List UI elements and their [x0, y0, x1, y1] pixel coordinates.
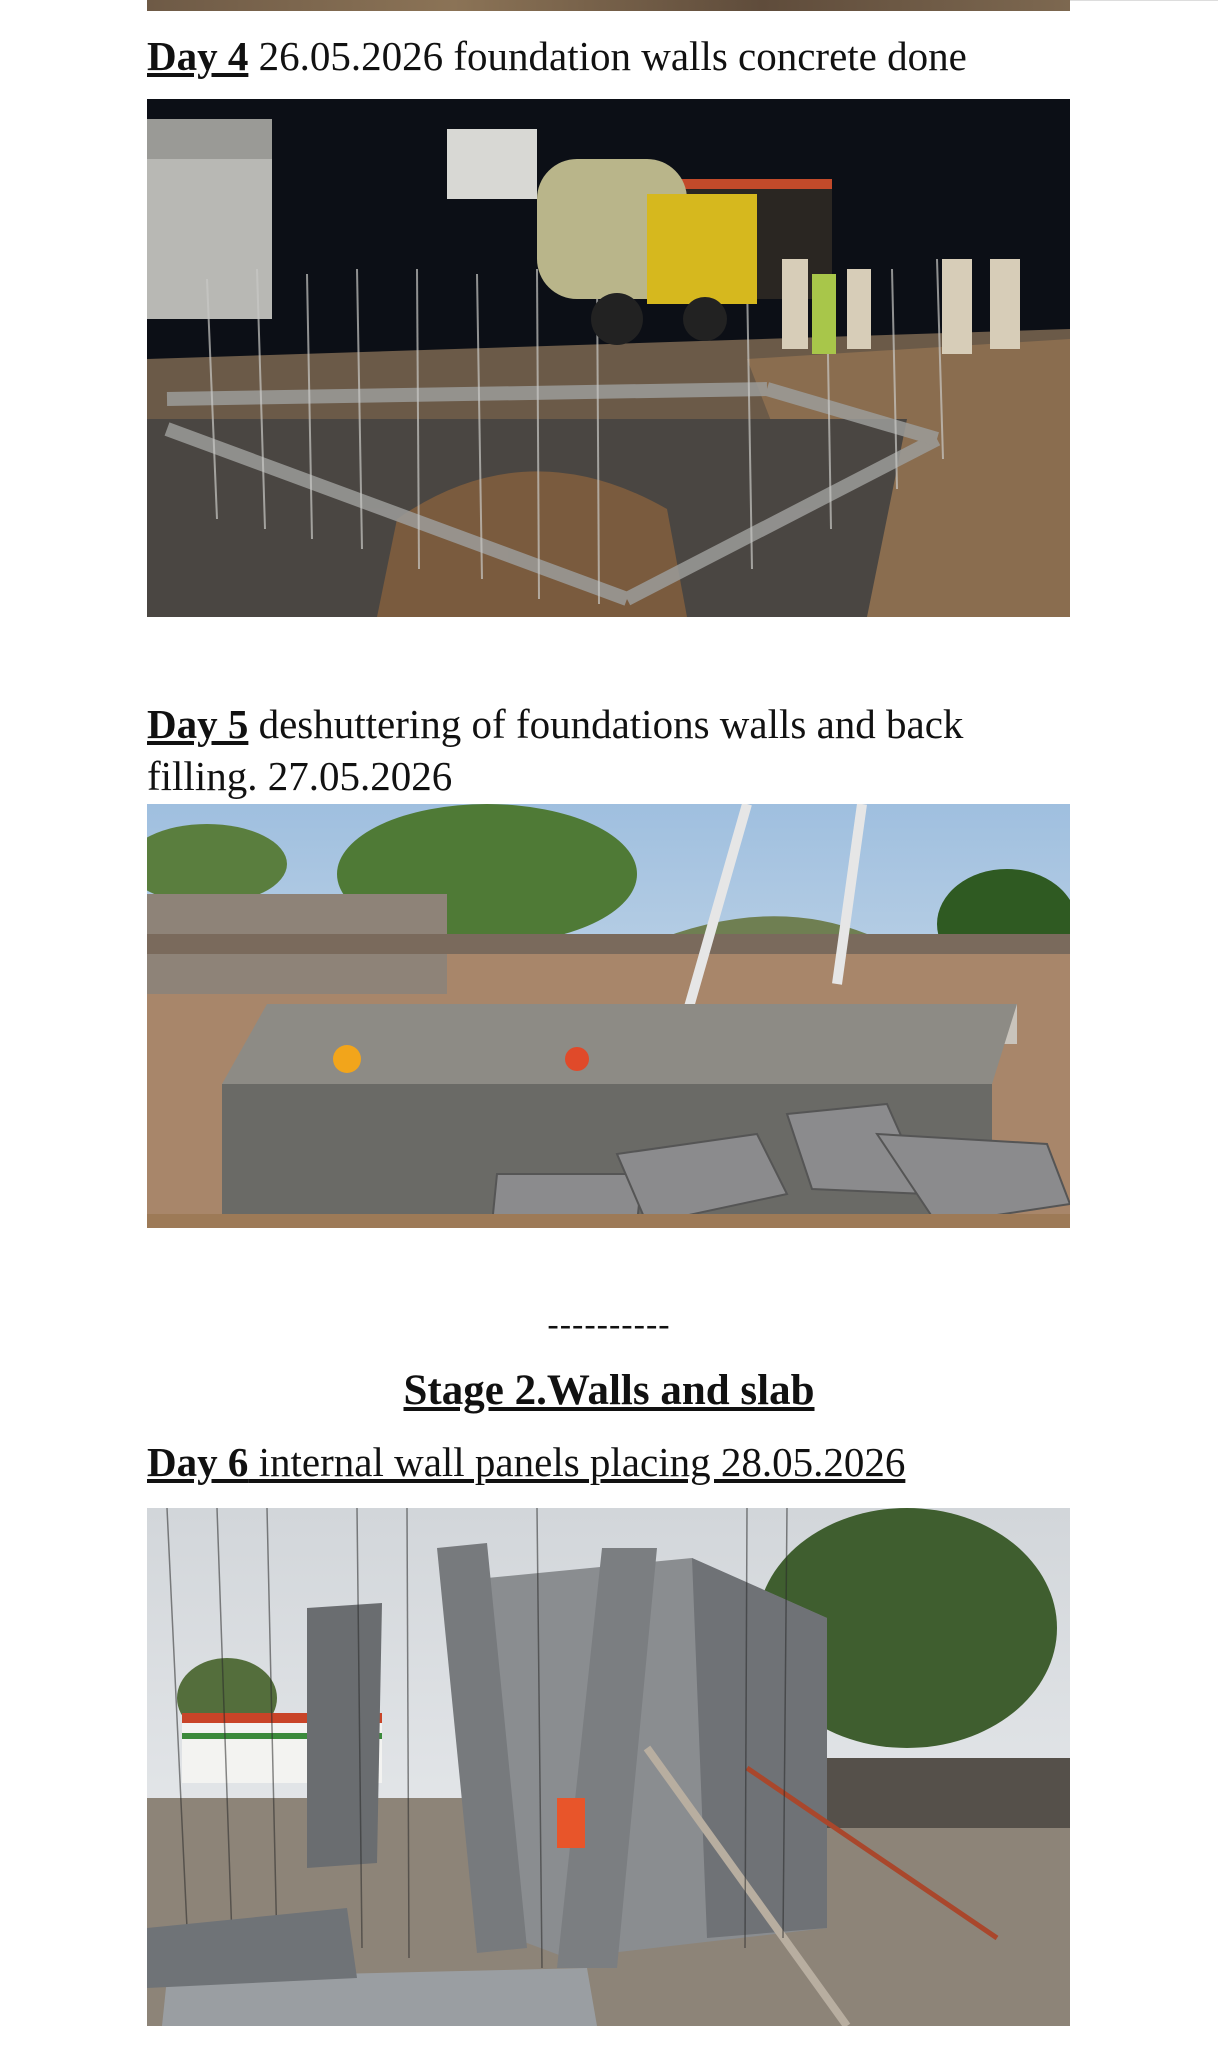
section-separator: ----------	[547, 1306, 671, 1343]
divider	[1070, 0, 1218, 1]
day4-text: 26.05.2026 foundation walls concrete done	[248, 33, 967, 79]
day6-text: internal wall panels placing 28.05.2026	[248, 1439, 906, 1485]
day4-caption	[147, 32, 1077, 80]
deshuttering-photo	[147, 804, 1070, 1228]
previous-photo-edge	[147, 0, 1070, 11]
day5-caption-line2: filling. 27.05.2026	[147, 753, 453, 799]
day4-label: Day 4	[147, 33, 249, 79]
wall-panels-photo	[147, 1508, 1070, 2026]
stage-title: Stage 2.Walls and slab	[403, 1367, 815, 1414]
day6-label: Day 6	[147, 1439, 249, 1485]
day5-text-line1: deshuttering of foundations walls and back	[248, 701, 964, 747]
foundation-concrete-photo	[147, 99, 1070, 617]
day5-caption-line1	[147, 700, 1077, 748]
day5-label: Day 5	[147, 701, 249, 747]
day6-caption	[147, 1438, 1077, 1486]
